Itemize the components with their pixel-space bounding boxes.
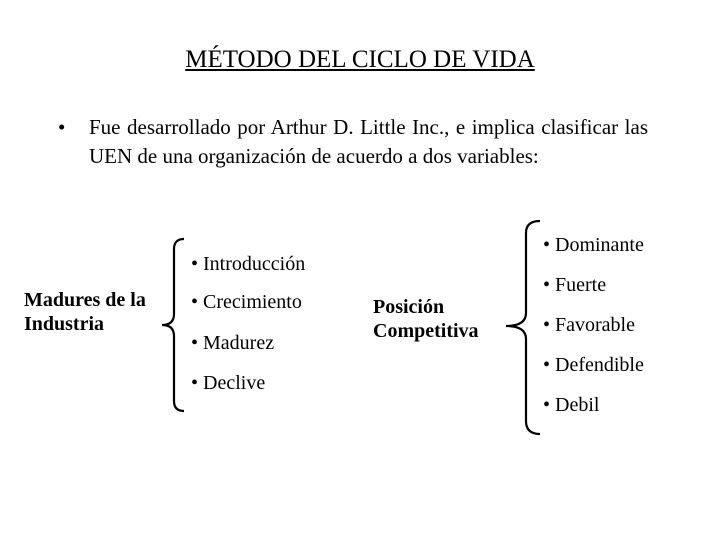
industry-label-line2: Industria bbox=[24, 313, 105, 335]
industry-item-declive: • Declive bbox=[191, 372, 266, 394]
industry-label-line1: Madures de la bbox=[24, 289, 146, 311]
bullet-marker: • bbox=[58, 115, 66, 139]
intro-text: Fue desarrollado por Arthur D. Little Inc., e implica clasificar las UEN de una organización de acuerdo a dos variables: bbox=[89, 115, 648, 168]
position-item-fuerte: • Fuerte bbox=[543, 274, 607, 296]
position-brace bbox=[500, 218, 542, 438]
industry-brace bbox=[158, 236, 188, 414]
position-item-debil: • Debil bbox=[543, 394, 600, 416]
position-label bbox=[373, 295, 479, 343]
industry-item-madurez: • Madurez bbox=[191, 332, 275, 354]
position-item-dominante: • Dominante bbox=[543, 234, 644, 256]
position-label-line1: Posición bbox=[373, 296, 445, 318]
slide-title: MÉTODO DEL CICLO DE VIDA bbox=[185, 46, 535, 73]
intro-bullet-point bbox=[58, 113, 648, 171]
industry-label bbox=[24, 288, 146, 336]
position-label-line2: Competitiva bbox=[373, 320, 479, 342]
industry-item-introduccion: • Introducción bbox=[191, 253, 306, 275]
industry-item-crecimiento: • Crecimiento bbox=[191, 291, 302, 313]
position-item-defendible: • Defendible bbox=[543, 354, 644, 376]
position-item-favorable: • Favorable bbox=[543, 314, 635, 336]
